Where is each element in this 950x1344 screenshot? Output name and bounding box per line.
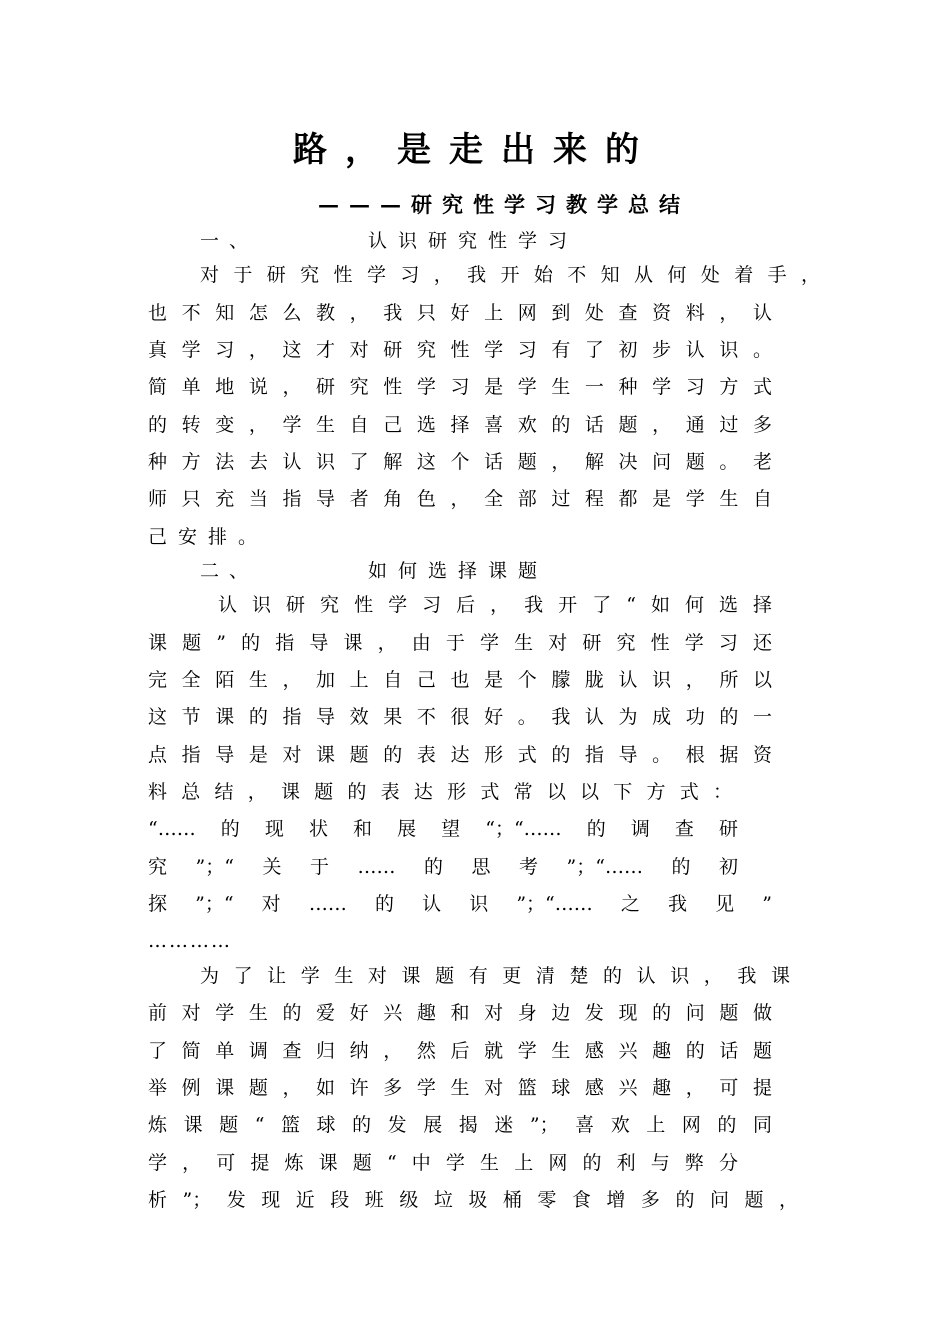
paragraph-line: 点指导是对课题的表达形式的指导。根据资 [148,744,772,766]
section-1-number: 一、 [200,230,259,252]
paragraph-line: 简单地说，研究性学习是学生一种学习方式 [148,376,772,398]
paragraph-line: 师只充当指导者角色，全部过程都是学生自 [148,488,772,510]
paragraph-line: 析”；发现近段班级垃圾桶零食增多的问题， [148,1189,798,1211]
paragraph-line: 种方法去认识了解这个话题，解决问题。老 [148,451,772,473]
paragraph-line: 也不知怎么教，我只好上网到处查资料，认 [148,302,772,324]
paragraph-line: 究”；“关于……的思考”；“……的初 [148,856,738,878]
paragraph-line: 学，可提炼课题“中学生上网的利与弊分 [148,1152,738,1174]
paragraph-line: 这节课的指导效果不很好。我认为成功的一 [148,706,772,728]
paragraph-line: 为了让学生对课题有更清楚的认识，我课 [200,965,790,987]
paragraph-line: 前对学生的爱好兴趣和对身边发现的问题做 [148,1002,772,1024]
page-title: 路，是走出来的 [293,130,657,170]
paragraph-line: 举例课题，如许多学生对篮球感兴趣，可提 [148,1077,772,1099]
section-1-heading: 认识研究性学习 [368,230,579,252]
paragraph-line: ………… [148,930,232,952]
section-2-number: 二、 [200,560,259,582]
paragraph-line: 对于研究性学习，我开始不知从何处着手， [200,264,820,286]
paragraph-line: 认识研究性学习后，我开了“如何选择 [218,594,772,616]
paragraph-line: 课题”的指导课，由于学生对研究性学习还 [148,632,772,654]
paragraph-line: “……的现状和展望“；“……的调查研 [148,818,738,840]
section-2-heading: 如何选择课题 [368,560,549,582]
page-subtitle: ———研究性学习教学总结 [318,192,690,217]
paragraph-line: 探”；“对……的认识”；“……之我见” [148,893,772,915]
paragraph-line: 的转变，学生自己选择喜欢的话题，通过多 [148,414,772,436]
paragraph-line: 了简单调查归纳，然后就学生感兴趣的话题 [148,1040,772,1062]
paragraph-line: 炼课题“篮球的发展揭迷”；喜欢上网的同 [148,1114,772,1136]
paragraph-line: 料总结，课题的表达形式常以以下方式： [148,781,732,803]
paragraph-line: 完全陌生，加上自己也是个朦胧认识，所以 [148,669,772,691]
paragraph-line: 己安排。 [148,526,269,548]
paragraph-line: 真学习，这才对研究性学习有了初步认识。 [148,339,772,361]
